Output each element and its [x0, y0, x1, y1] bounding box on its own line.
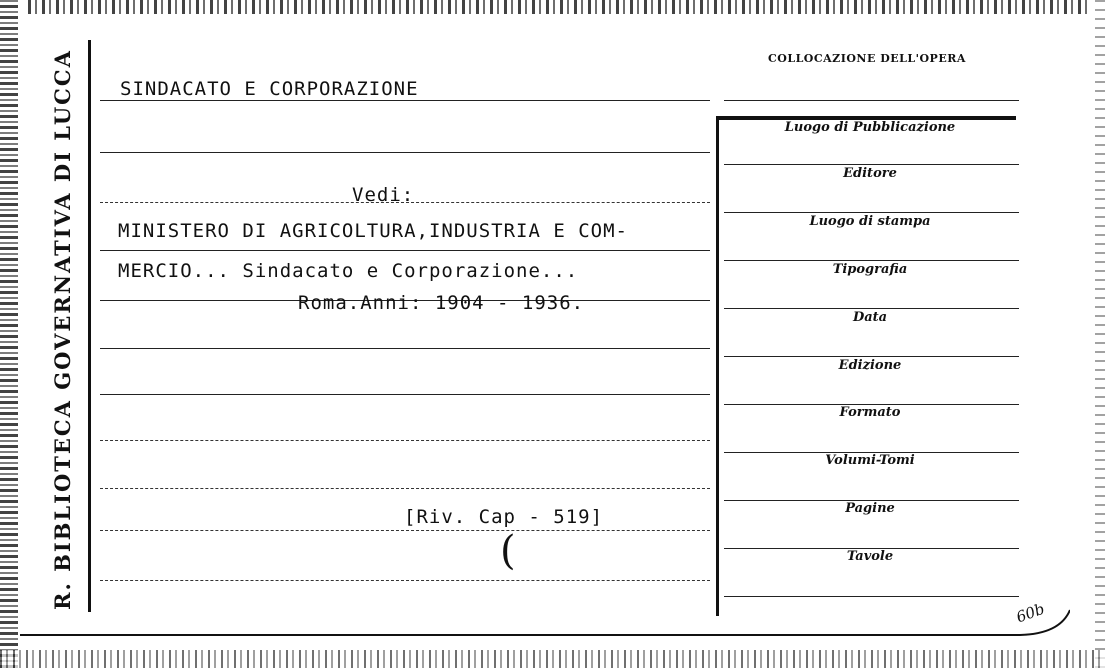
ruled-line — [100, 348, 710, 350]
ruled-line — [100, 580, 710, 582]
ruled-line — [724, 596, 1019, 598]
entry-line: MINISTERO DI AGRICOLTURA,INDUSTRIA E COM- — [118, 220, 628, 242]
field-label: Editore — [843, 166, 897, 181]
field-label: Formato — [839, 405, 901, 420]
scan-right-edge — [1095, 0, 1105, 668]
card-bottom-edge — [20, 600, 1070, 640]
column-divider — [716, 116, 719, 616]
field-label: Data — [852, 310, 888, 325]
ruled-line — [100, 530, 710, 532]
ruled-line — [100, 152, 710, 154]
ruled-line — [724, 100, 1019, 102]
collocation-header: COLLOCAZIONE DELL'OPERA — [768, 52, 966, 65]
ruled-line — [100, 440, 710, 442]
field-label: Volumi-Tomi — [825, 453, 915, 468]
field-label: Edizione — [838, 358, 902, 373]
library-name: R. BIBLIOTECA GOVERNATIVA DI LUCCA — [50, 49, 75, 610]
field-label: Tavole — [846, 549, 894, 564]
field-label: Luogo di stampa — [809, 214, 931, 229]
scan-bottom-edge — [0, 650, 1105, 668]
ruled-line — [100, 100, 710, 102]
subject-heading: SINDACATO E CORPORAZIONE — [120, 78, 419, 100]
entry-line: Roma.Anni: 1904 - 1936. — [298, 292, 585, 314]
ruled-line — [100, 488, 710, 490]
scan-top-edge — [28, 0, 1088, 14]
field-label: Pagine — [845, 501, 895, 516]
corner-note: 60b — [1013, 599, 1047, 627]
field-label: Luogo di Pubblicazione — [784, 120, 956, 135]
entry-line: MERCIO... Sindacato e Corporazione... — [118, 260, 579, 282]
scan-left-edge — [0, 0, 18, 668]
handwritten-mark: ( — [500, 528, 516, 574]
ruled-line — [100, 250, 710, 252]
spine-rule — [88, 40, 91, 612]
field-label: Tipografia — [832, 262, 908, 277]
shelfmark: [Riv. Cap - 519] — [404, 506, 604, 528]
see-reference: Vedi: — [352, 184, 415, 206]
ruled-line — [100, 394, 710, 396]
